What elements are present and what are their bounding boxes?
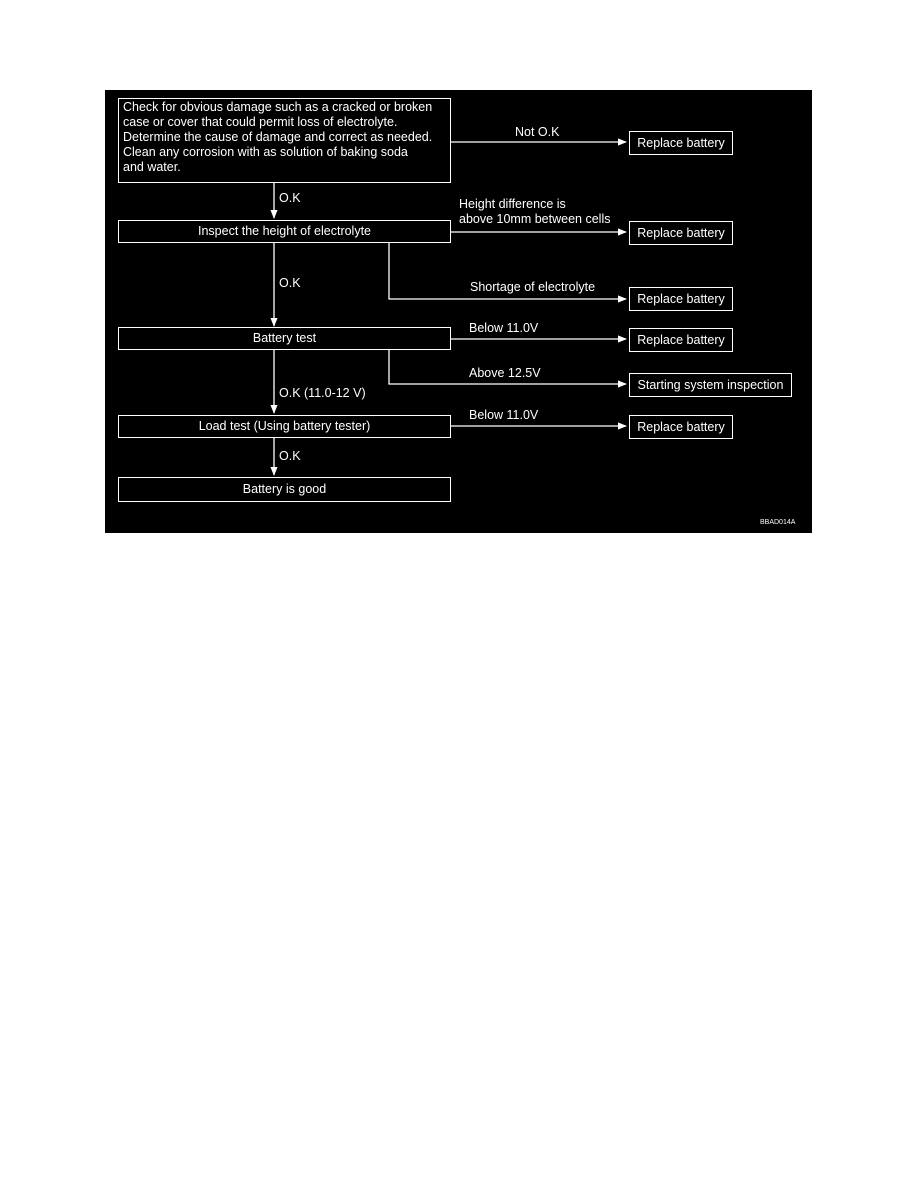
replace-battery-box-4: Replace battery xyxy=(629,328,733,352)
label-not-ok: Not O.K xyxy=(515,125,560,139)
label-ok-1: O.K xyxy=(279,191,301,205)
battery-good-box: Battery is good xyxy=(118,477,451,502)
start-check-line-1: Check for obvious damage such as a cracked or broken xyxy=(123,100,433,114)
replace-battery-box-1: Replace battery xyxy=(629,131,733,155)
label-ok-2: O.K xyxy=(279,276,301,290)
starting-system-inspection-box: Starting system inspection xyxy=(629,373,792,397)
label-below-2: Below 11.0V xyxy=(469,408,539,422)
label-ok-4: O.K xyxy=(279,449,301,463)
start-check-line-4: Clean any corrosion with as solution of baking soda xyxy=(123,145,408,159)
label-below-1: Below 11.0V xyxy=(469,321,539,335)
replace-battery-box-5: Replace battery xyxy=(629,415,733,439)
inspect-electrolyte-box: Inspect the height of electrolyte xyxy=(118,220,451,243)
battery-inspection-flowchart xyxy=(105,90,812,533)
label-ok-3: O.K (11.0-12 V) xyxy=(279,386,366,400)
figure-code: BBAD014A xyxy=(760,519,796,526)
label-shortage: Shortage of electrolyte xyxy=(470,280,596,294)
label-height-difference-1: Height difference is xyxy=(459,197,566,211)
start-check-line-2: case or cover that could permit loss of electrolyte. xyxy=(123,115,398,129)
label-above: Above 12.5V xyxy=(469,366,541,380)
replace-battery-box-3: Replace battery xyxy=(629,287,733,311)
start-check-line-3: Determine the cause of damage and correct as needed. xyxy=(123,130,433,144)
start-check-box xyxy=(118,98,451,183)
load-test-box: Load test (Using battery tester) xyxy=(118,415,451,438)
start-check-line-5: and water. xyxy=(123,160,181,174)
replace-battery-box-2: Replace battery xyxy=(629,221,733,245)
label-height-difference-2: above 10mm between cells xyxy=(459,212,611,226)
battery-test-box: Battery test xyxy=(118,327,451,350)
